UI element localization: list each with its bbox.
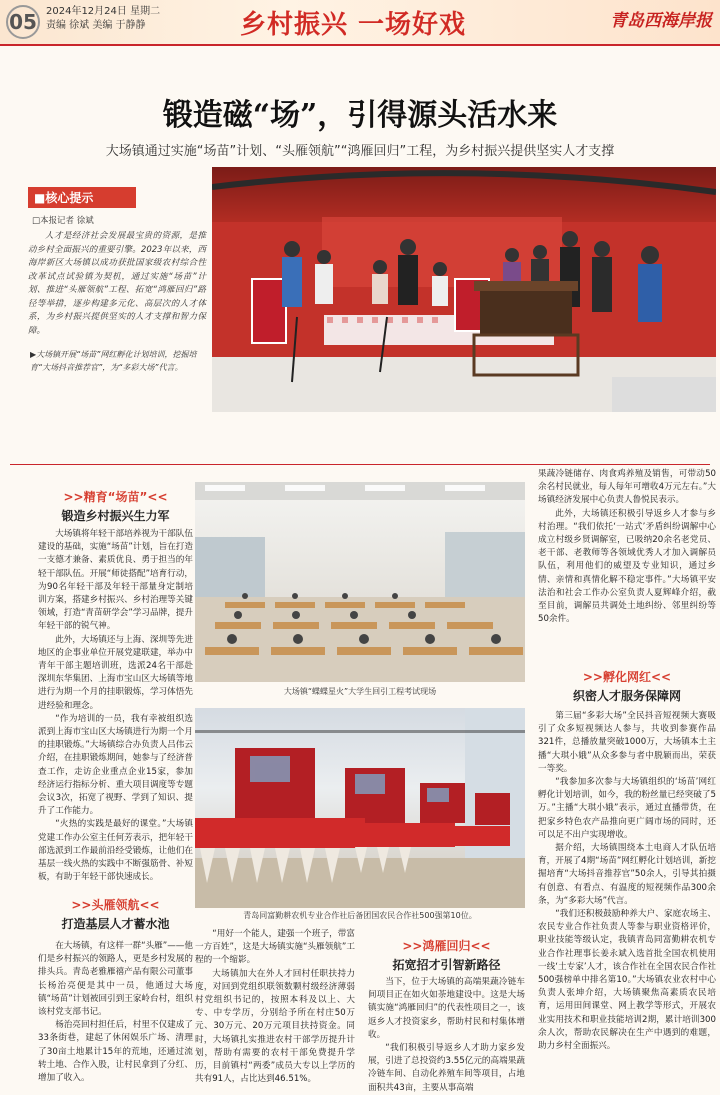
subheadline: 大场镇通过实施“场苗”计划、“头雁领航”“鸿雁回归”工程，为乡村振兴提供坚实人才支撑 [105,144,615,159]
section-title: 织密人才服务保障网 [572,689,681,703]
header-meta [46,5,160,33]
key-points-label-text: 核心提示 [45,191,94,205]
paragraph: 大场镇加大在外人才回村任职扶持力度，对回到党组织联领数颗村级经济薄弱村党组织书记的，按照本科及以上、大专、中专学历，分别给予所在村庄50万元、30万元、20万元项目扶持资金。同时，大场镇扎实推进农村干部学历提升计划，帮助有需要的农村干部免费提升学历，目前镇村“两委”成员大专以上学历的共有91人，占比达到46.51%。 [195,968,355,1085]
photo-exam-room [195,482,525,682]
main-photo-caption: ▶大场镇开展“场苗”网红孵化计划培训，挖掘培育“大场抖音推荐官”，为“多彩大场”代言。 [30,350,197,372]
newspaper-logo: 青岛西海岸报 [610,11,712,31]
key-points-box [28,187,206,338]
headline: 锻造磁“场”，引得源头活水来 [162,98,558,133]
paragraph: 第三届“多彩大场”全民抖音短视频大赛吸引了众多短视频达人参与，共收到参赛作品321件，总播放量突破1000万，大场镇本土主播“大琪小娥”从众多参与者中脱颖而出，荣获一等奖。 [538,711,716,774]
article-column-3 [368,976,525,1095]
byline: □本报记者 徐斌 [32,216,94,226]
paragraph: “用好一个能人，建强一个班子，带富一方百姓”，这是大场镇实施“头雁领航”工程的一个缩影。 [195,929,355,966]
issue-date: 2024年12月24日 星期二 [46,6,161,17]
article-column-4 [538,468,716,626]
editors-line: 责编 徐斌 美编 于静静 [46,20,146,31]
harvesters-illustration [195,708,525,908]
section-title: 打造基层人才蓄水池 [61,917,170,931]
photo-caption-harvesters: 青岛同富勤耕农机专业合作社后备团国农民合作社500强第10位。 [243,911,477,920]
article-column-4b [538,710,716,1053]
article-column-1b [38,940,193,1085]
paragraph: “作为培训的一员，我有幸被组织选派到上海市宝山区大场镇进行为期一个月的挂职锻炼。”大场镇综合办负责人吕伟云介绍，在挂职锻炼期间，她参与了经济普查工作，走访企业重点企业15家，参加经济运行指标分析、重大项目调度等专题会议3次，拓宽了视野、学到了知识、提升了工作能力。 [38,713,193,817]
paragraph: 此外，大场镇还积极引导返乡人才参与乡村治理。“我们依托‘一站式’矛盾纠纷调解中心成立村级乡贤调解室，已吸纳20余名老党员、老干部、老教师等各领域优秀人才加入调解员队伍，利用他们的威望及专业知识，通过乡情、亲情和真情化解不稳定事件。”大场镇平安法治和社会工作办公室负责人夏辉峰介绍，截至目前，调解员共调处土地纠纷、邻里纠纷等50余件。 [538,508,716,625]
paragraph: “我们积极引导返乡人才助力家乡发展，引进了总投资约3.55亿元的高端果蔬冷链车间、自动化养殖车间等项目，占地面积共43亩，主要从事高端 [368,1043,525,1093]
paragraph: 在大场镇，有这样一群“头雁”——他们是乡村振兴的领路人，更是乡村发展的排头兵。青岛老雅雁禧产品有限公司董事长杨治亮便是其中一员，他通过大场镇“场苗”计划被回引到王家岭台村，组织该村党支部书记。 [38,941,193,1018]
paragraph: 据介绍，大场镇围绕本土电商人才队伍培育，开展了4期“场苗”网红孵化计划培训，新挖掘培育“大场抖音推荐官”50余人，引导其拍摄有创意、有看点、有温度的短视频作品300余条，为“多彩大场”代言。 [538,843,716,906]
paragraph: 此外，大场镇还与上海、深圳等先进地区的企事业单位开展党建联建，举办中青年干部主题培训班，选派24名干部赴深圳东华集团、上海市宝山区大场镇等地进行为期一个月的挂职锻炼，学习体悟先进经验和理念。 [38,634,193,711]
article-column-2 [195,928,355,1086]
section-title: 拓宽招才引智新路径 [392,958,501,972]
section-divider [10,464,710,465]
photo-caption-exam: 大场镇“蝶蝶星火”大学生回引工程考试现场 [283,687,437,696]
paragraph: 大场镇将年轻干部培养视为干部队伍建设的基础，实施“场苗”计划，旨在打造一支德才兼备、素质优良、勇于担当的年轻干部队伍。开展“师徒搭配”培育行动，为90名年轻干部及年轻干部量身定制培训方案，搭建乡村振兴、乡村治理等关键领域，打造“青苗研学会”学习品牌，提升年轻干部的锐气神。 [38,529,193,632]
livestream-scene-illustration [212,167,716,412]
paragraph: “我参加多次参与大场镇组织的‘场苗’网红孵化计划培训，如今，我的粉丝量已经突破了5万。”主播“大琪小娥”表示，通过直播带货，在把家乡特色农产品推向更广阔市场的同时，还可以足不出户实现增收。 [538,777,716,840]
photo-harvesters [195,708,525,908]
page-number: 05 [6,5,40,39]
section-kicker: >>精育“场苗”<< [63,490,168,504]
section-kicker: >>头雁领航<< [71,898,160,912]
section-head-incubate [538,668,716,704]
section-head-lead-geese [38,896,193,932]
section-banner-title: 乡村振兴 一场好戏 [240,10,467,40]
key-points-label: ■核心提示 [28,187,136,208]
section-head-cultivate [38,488,193,524]
section-head-returning-geese [368,937,525,973]
paragraph: 杨治亮回村担任后，村里不仅建成了33条街巷，建起了休闲娱乐广场、清理了30亩土地累计15年的荒地，还通过流转土地、合作入股，让村民拿到了分红、增加了收入。 [38,1020,193,1084]
paragraph: 当下，位于大场镇的高端果蔬冷链车间项目正在如火如荼地建设中。这是大场镇实施“鸿雁回归”的代表性项目之一，该返乡人才投资家乡，帮助村民和村集体增收。 [368,977,525,1040]
section-kicker: >>鸿雁回归<< [402,939,491,953]
key-points-body: 人才是经济社会发展最宝贵的资源，是推动乡村全面振兴的重要引擎。2023年以来，西海岸新区大场镇以成功获批国家级农村综合性改革试点试验镇为契机，通过实施“场苗”计划、推进“头雁领航”工程、拓宽“鸿雁回归”路径等举措，逐步构建多元化、高层次的人才体系，为乡村振兴提供坚实的人才支撑和智力保障。 [28,231,206,336]
paragraph: “火热的实践是最好的课堂。”大场镇党建工作办公室主任何芳表示，把年轻干部选派到工作最前沿经受锻炼，让他们在基层一线火热的实践中不断强筋骨、补短板，有助于年轻干部快速成长。 [38,819,193,883]
exam-room-illustration [195,482,525,682]
photo-livestream-training [212,167,716,412]
page-header [0,0,720,46]
section-title: 锻造乡村振兴生力军 [61,509,170,523]
paragraph: 果蔬冷链储存、肉食鸡养殖及销售，可带动50余名村民就业，每人每年可增收4万元左右。”大场镇经济发展中心负责人鲁悦民表示。 [538,469,716,506]
paragraph: “我们还积极鼓励种养大户、家庭农场主、农民专业合作社负责人等参与职业资格评价，职业技能等级认定，我镇青岛同富勤耕农机专业合作社理事长姜永斌入选首批全国农机使用一线‘土专家’人才，该合作社在全国农民合作社500强榜单中排名第10。”大场镇农业农村中心负责人张坤介绍，大场镇聚焦高素质农民培育，运用田间课堂、网上教学等形式，开展农业实用技术和职业技能培训2期，累计培训300余人次，帮助农民解决在生产中遇到的难题，助力乡村全面振兴。 [538,909,716,1052]
article-column-1 [38,528,193,884]
section-kicker: >>孵化网红<< [582,670,672,684]
